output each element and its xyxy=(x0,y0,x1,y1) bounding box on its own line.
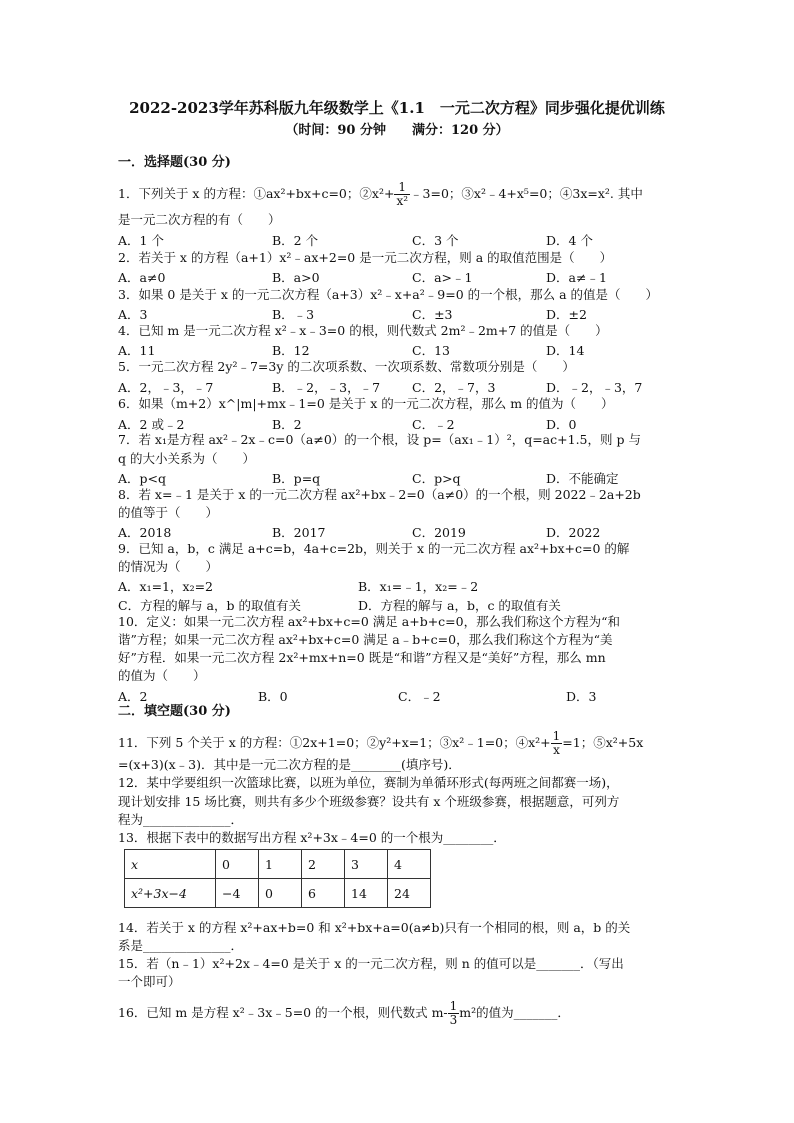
question-12-line-3: 程为______________． xyxy=(118,812,244,827)
option-b: B．0 xyxy=(258,689,288,704)
option-b: B．2017 xyxy=(272,525,326,540)
question-2-stem: 2．若关于 x 的方程（a+1）x²﹣ax+2=0 是一元二次方程，则 a 的取值范围是（ ） xyxy=(118,250,613,265)
option-c: C．2019 xyxy=(412,525,466,540)
question-5-options xyxy=(118,378,678,394)
option-a: A．2 xyxy=(118,689,148,704)
question-3-stem: 3．如果 0 是关于 x 的一元二次方程（a+3）x²﹣x+a²﹣9=0 的一个根，那么 a 的值是（ ） xyxy=(118,287,659,302)
table-cell: 2 xyxy=(302,850,345,879)
option-c: C．p>q xyxy=(412,471,461,486)
table-cell: 0 xyxy=(216,850,259,879)
option-b: B．12 xyxy=(272,343,310,358)
question-8-options xyxy=(118,523,678,539)
option-c: C．﹣2 xyxy=(412,417,455,432)
question-16: 16．已知 m 是方程 x²﹣3x﹣5=0 的一个根，则代数式 m- $\frac{1}{3}$ m²的值为_______． xyxy=(118,999,570,1027)
option-d: D．a≠﹣1 xyxy=(546,270,607,285)
question-10-line-3: 好”方程．如果一元二次方程 2x²+mx+n=0 既是“和谐”方程又是“美好”方程，那么 mn xyxy=(118,650,606,665)
option-d: D．4 个 xyxy=(546,233,593,248)
exam-meta: （时间：90 分钟 满分：120 分） xyxy=(285,123,509,138)
option-d: D．﹣2，﹣3，7 xyxy=(546,380,643,395)
option-a: A．2018 xyxy=(118,525,172,540)
question-13-stem: 13．根据下表中的数据写出方程 x²+3x﹣4=0 的一个根为________． xyxy=(118,830,506,845)
option-a: A．p<q xyxy=(118,471,167,486)
option-c: C．13 xyxy=(412,343,450,358)
option-c: C．±3 xyxy=(412,307,453,322)
table-cell: x xyxy=(125,850,216,879)
question-9-line-2: 的情况为（ ） xyxy=(118,559,219,574)
option-c: C．2，﹣7，3 xyxy=(412,380,496,395)
option-b: B．2 个 xyxy=(272,233,319,248)
question-14-line-2: 系是______________． xyxy=(118,938,244,953)
question-7-line-1: 7．若 x₁是方程 ax²﹣2x﹣c=0（a≠0）的一个根，设 p=（ax₁﹣1）²，q=ac+1.5，则 p 与 xyxy=(118,432,641,447)
question-12-line-2: 现计划安排 15 场比赛，则共有多少个班级参赛？设共有 x 个班级参赛，根据题意，可列方 xyxy=(118,794,620,809)
table-cell: 4 xyxy=(388,850,431,879)
question-7-options xyxy=(118,469,678,485)
option-d: D．3 xyxy=(566,689,597,704)
question-8-line-1: 8．若 x=﹣1 是关于 x 的一元二次方程 ax²+bx﹣2=0（a≠0）的一个根，则 2022﹣2a+2b xyxy=(118,487,641,502)
table-cell: 0 xyxy=(259,879,302,908)
question-15-line-1: 15．若（n﹣1）x²+2x﹣4=0 是关于 x 的一元二次方程，则 n 的值可以是_______．（写出 xyxy=(118,956,624,971)
question-3-options xyxy=(118,305,678,321)
section-heading-choice: 一．选择题(30 分) xyxy=(118,155,231,170)
table-row xyxy=(125,879,431,908)
question-9-options-row-2 xyxy=(118,596,678,612)
question-2-options xyxy=(118,268,678,284)
option-c: C．a>﹣1 xyxy=(412,270,473,285)
option-d: D．14 xyxy=(546,343,585,358)
option-c: C．﹣2 xyxy=(398,689,441,704)
option-c: C．方程的解与 a，b 的取值有关 xyxy=(118,598,301,613)
table-cell: 1 xyxy=(259,850,302,879)
option-a: A．2，﹣3，﹣7 xyxy=(118,380,214,395)
table-cell: 3 xyxy=(345,850,388,879)
fraction: $\frac{1}{x}$ xyxy=(552,729,561,757)
question-4-options xyxy=(118,341,678,357)
option-a: A．x₁=1，x₂=2 xyxy=(118,579,214,594)
question-6-stem: 6．如果（m+2）x^|m|+mx﹣1=0 是关于 x 的一元二次方程，那么 m 的值为（ ） xyxy=(118,396,614,411)
option-a: A．2 或﹣2 xyxy=(118,417,185,432)
option-d: D．0 xyxy=(546,417,577,432)
table-cell: x²+3x−4 xyxy=(125,879,216,908)
option-d: D．2022 xyxy=(546,525,601,540)
question-11-line-2: =(x+3)(x﹣3)．其中是一元二次方程的是________(填序号)． xyxy=(118,757,461,772)
option-b: B．﹣3 xyxy=(272,307,315,322)
option-b: B．p=q xyxy=(272,471,321,486)
question-1-line-2: 是一元二次方程的有（ ） xyxy=(118,212,281,227)
option-a: A．3 xyxy=(118,307,148,322)
question-8-line-2: 的值等于（ ） xyxy=(118,505,219,520)
fraction: $\frac{1}{3}$ xyxy=(449,999,458,1027)
table-cell: 14 xyxy=(345,879,388,908)
section-heading-fill: 二．填空题(30 分) xyxy=(118,704,231,719)
option-b: B．﹣2，﹣3，﹣7 xyxy=(272,380,381,395)
table-cell: −4 xyxy=(216,879,259,908)
option-b: B．2 xyxy=(272,417,302,432)
option-b: B．a>0 xyxy=(272,270,320,285)
option-b: B．x₁=﹣1，x₂=﹣2 xyxy=(358,579,479,594)
question-4-stem: 4．已知 m 是一元二次方程 x²﹣x﹣3=0 的根，则代数式 2m²﹣2m+7 的值是（ ） xyxy=(118,323,608,338)
option-c: C．3 个 xyxy=(412,233,459,248)
option-d: D．±2 xyxy=(546,307,587,322)
question-12-line-1: 12．某中学要组织一次篮球比赛，以班为单位，赛制为单循环形式(每两班之间都赛一场)， xyxy=(118,775,619,790)
question-5-stem: 5．一元二次方程 2y²﹣7=3y 的二次项系数、一次项系数、常数项分别是（ ） xyxy=(118,359,575,374)
option-a: A．11 xyxy=(118,343,156,358)
option-a: A．1 个 xyxy=(118,233,164,248)
values-table xyxy=(124,849,431,908)
table-row xyxy=(125,850,431,879)
question-10-line-4: 的值为（ ） xyxy=(118,668,206,683)
option-a: A．a≠0 xyxy=(118,270,166,285)
question-1-line-1: 1．下列关于 x 的方程：①ax²+bx+c=0；②x²+ $\frac{1}{\text{x²}}$ ﹣3=0；③x²﹣4+x⁵=0；④3x=x². 其中 xyxy=(118,180,643,208)
question-15-line-2: 一个即可） xyxy=(118,974,181,989)
question-10-options xyxy=(118,687,678,703)
page-title: 2022-2023学年苏科版九年级数学上《1.1 一元二次方程》同步强化提优训练 xyxy=(129,99,665,117)
question-1-options xyxy=(118,231,678,247)
table-cell: 24 xyxy=(388,879,431,908)
fraction: $\frac{1}{\text{x²}}$ xyxy=(396,180,409,208)
question-9-options-row-1 xyxy=(118,577,678,593)
option-d: D．方程的解与 a，b，c 的取值有关 xyxy=(358,598,561,613)
question-9-line-1: 9．已知 a，b，c 满足 a+c=b，4a+c=2b，则关于 x 的一元二次方程 ax²+bx+c=0 的解 xyxy=(118,541,630,556)
table-cell: 6 xyxy=(302,879,345,908)
question-7-line-2: q 的大小关系为（ ） xyxy=(118,451,255,466)
question-10-line-1: 10．定义：如果一元二次方程 ax²+bx+c=0 满足 a+b+c=0，那么我们称这个方程为“和 xyxy=(118,614,620,629)
question-11-line-1: 11．下列 5 个关于 x 的方程：①2x+1=0；②y²+x=1；③x²﹣1=0；④x²+ $\frac{1}{x}$ =1；⑤x²+5x xyxy=(118,729,644,757)
option-d: D．不能确定 xyxy=(546,471,619,486)
question-14-line-1: 14．若关于 x 的方程 x²+ax+b=0 和 x²+bx+a=0(a≠b)只有一个相同的根，则 a，b 的关 xyxy=(118,920,631,935)
question-6-options xyxy=(118,415,678,431)
question-10-line-2: 谐”方程；如果一元二次方程 ax²+bx+c=0 满足 a﹣b+c=0，那么我们称这个方程为“美 xyxy=(118,632,613,647)
